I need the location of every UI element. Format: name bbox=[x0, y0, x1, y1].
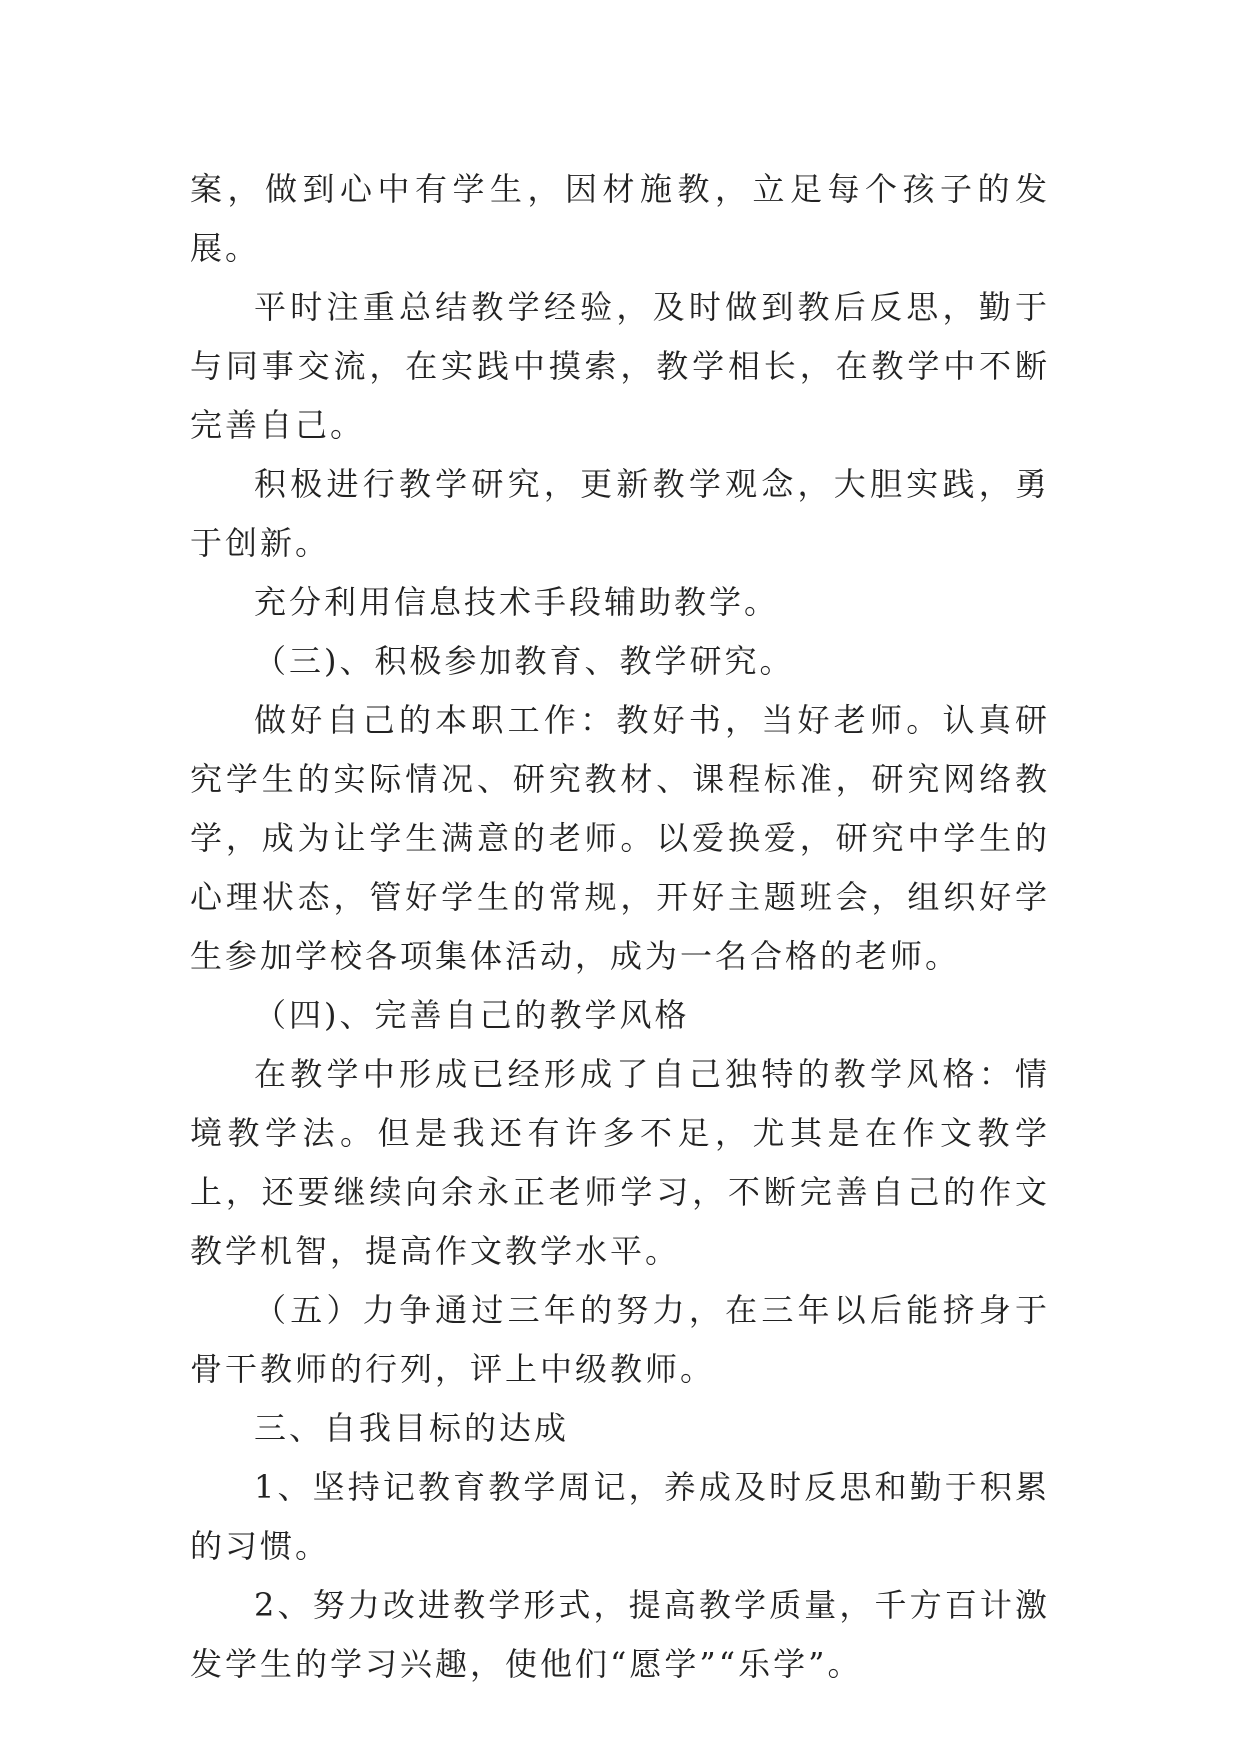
paragraph-technology: 充分利用信息技术手段辅助教学。 bbox=[254, 583, 780, 621]
paragraph-continuation: 案，做到心中有学生，因材施教，立足每个孩子的发展。 bbox=[190, 170, 1050, 267]
paragraph-duty: 做好自己的本职工作：教好书，当好老师。认真研究学生的实际情况、研究教材、课程标准，研究网络教学，成为让学生满意的老师。以爱换爱，研究中学生的心理状态，管好学生的常规，开好主题班会，组织好学生参加学校各项集体活动，成为一名合格的老师。 bbox=[190, 701, 1050, 975]
section-heading-three: （三)、积极参加教育、教学研究。 bbox=[254, 642, 795, 680]
list-item-1: 1、坚持记教育教学周记，养成及时反思和勤于积累的习惯。 bbox=[190, 1468, 1050, 1565]
section-heading-five: （五）力争通过三年的努力，在三年以后能挤身于骨干教师的行列，评上中级教师。 bbox=[190, 1291, 1050, 1388]
document-body bbox=[190, 160, 1050, 1694]
list-item-2: 2、努力改进教学形式，提高教学质量，千方百计激发学生的学习兴趣，使他们“愿学”“乐学”。 bbox=[190, 1586, 1050, 1683]
paragraph-research: 积极进行教学研究，更新教学观念，大胆实践，勇于创新。 bbox=[190, 465, 1050, 562]
section-heading-goals: 三、自我目标的达成 bbox=[254, 1409, 570, 1447]
paragraph-reflection: 平时注重总结教学经验，及时做到教后反思，勤于与同事交流，在实践中摸索，教学相长，在教学中不断完善自己。 bbox=[190, 288, 1050, 444]
paragraph-style: 在教学中形成已经形成了自己独特的教学风格：情境教学法。但是我还有许多不足，尤其是在作文教学上，还要继续向余永正老师学习，不断完善自己的作文教学机智，提高作文教学水平。 bbox=[190, 1055, 1050, 1270]
section-heading-four: （四)、完善自己的教学风格 bbox=[254, 996, 690, 1034]
